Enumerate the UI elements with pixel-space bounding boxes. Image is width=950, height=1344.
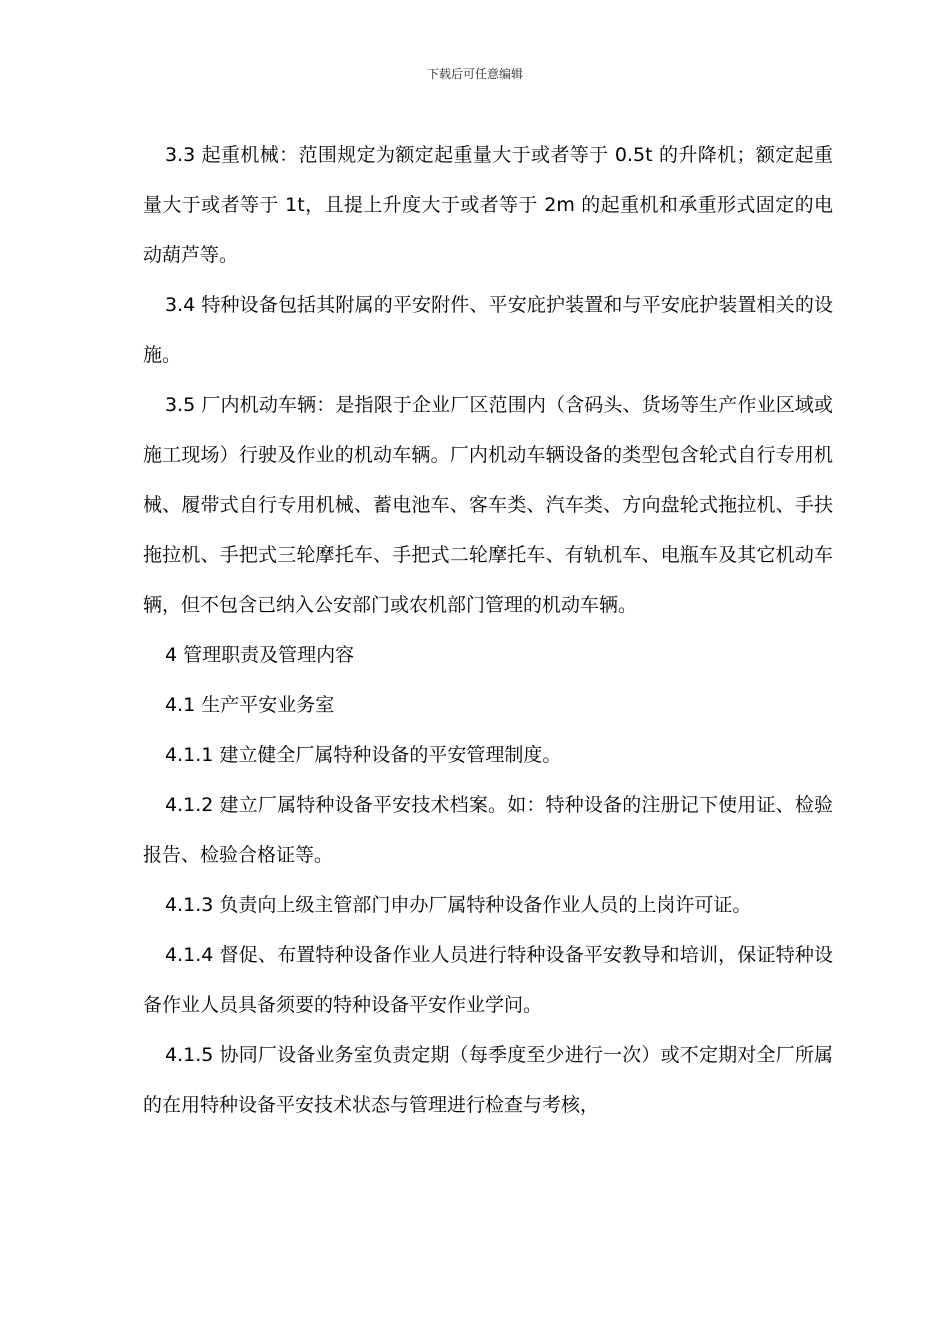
paragraph-4-1-3: 4.1.3 负责向上级主管部门申办厂属特种设备作业人员的上岗许可证。: [165, 894, 752, 916]
paragraph-3-3-lifting-machinery: 3.3 起重机械：范围规定为额定起重量大于或者等于 0.5t 的升降机；额定起重量大于或者等于 1t，且提上升度大于或者等于 2m 的起重机和承重形式固定的电动葫芦等。: [143, 144, 833, 266]
paragraph-4-1-2: 4.1.2 建立厂属特种设备平安技术档案。如：特种设备的注册记下使用证、检验报告、检验合格证等。: [143, 794, 833, 866]
paragraph-4-1-1: 4.1.1 建立健全厂属特种设备的平安管理制度。: [165, 744, 562, 766]
document-body: [143, 130, 833, 1130]
paragraph-4-1-5: 4.1.5 协同厂设备业务室负责定期（每季度至少进行一次）或不定期对全厂所属的在用特种设备平安技术状态与管理进行检查与考核，: [143, 1044, 833, 1116]
section-heading-4-1: 4.1 生产平安业务室: [165, 694, 335, 716]
paragraph-3-4-special-equipment: 3.4 特种设备包括其附属的平安附件、平安庇护装置和与平安庇护装置相关的设施。: [143, 294, 833, 366]
paragraph-3-5-motor-vehicles: 3.5 厂内机动车辆：是指限于企业厂区范围内（含码头、货场等生产作业区域或施工现场）行驶及作业的机动车辆。厂内机动车辆设备的类型包含轮式自行专用机械、履带式自行专用机械、蓄电池车、客车类、汽车类、方向盘轮式拖拉机、手扶拖拉机、手把式三轮摩托车、手把式二轮摩托车、有轨机车、电瓶车及其它机动车辆，但不包含已纳入公安部门或农机部门管理的机动车辆。: [143, 394, 833, 616]
paragraph-4-1-4: 4.1.4 督促、布置特种设备作业人员进行特种设备平安教导和培训，保证特种设备作业人员具备须要的特种设备平安作业学问。: [143, 944, 833, 1016]
section-heading-4: 4 管理职责及管理内容: [165, 644, 355, 666]
page-header: 下载后可任意编辑: [426, 67, 523, 81]
